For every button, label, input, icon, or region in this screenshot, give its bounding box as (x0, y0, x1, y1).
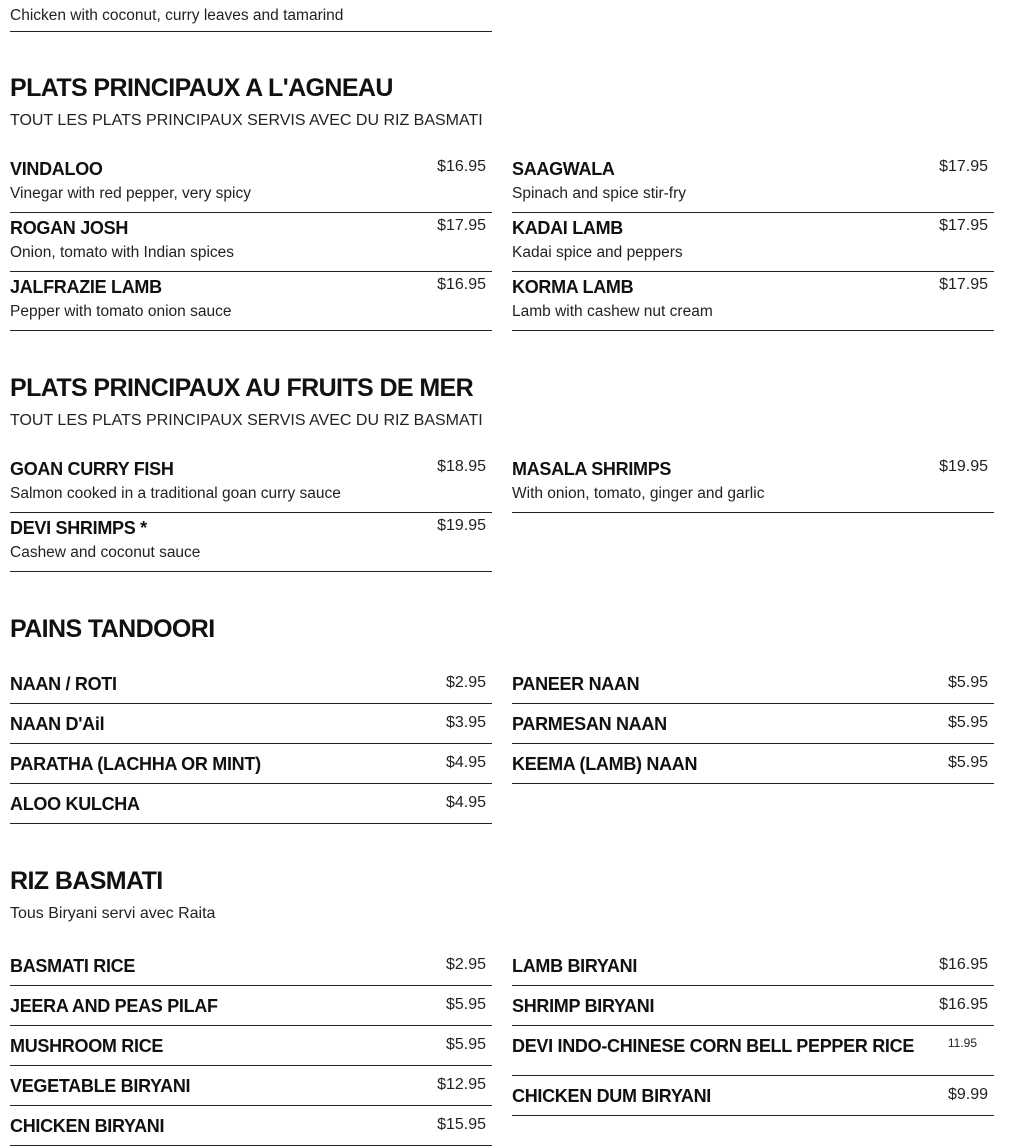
menu-column-left (10, 946, 492, 1146)
section-title: RIZ BASMATI (10, 867, 163, 895)
item-name: JEERA AND PEAS PILAF (10, 996, 218, 1016)
item-price: $4.95 (445, 754, 486, 771)
menu-item (10, 1066, 492, 1106)
section-title: PLATS PRINCIPAUX AU FRUITS DE MER (10, 374, 474, 402)
item-name: DEVI SHRIMPS * (10, 518, 147, 538)
menu-column-right (512, 664, 994, 784)
rice-section (10, 863, 994, 1147)
menu-item (10, 0, 492, 32)
item-price: $18.95 (437, 458, 486, 475)
menu-item (512, 704, 994, 744)
menu-item (10, 272, 492, 331)
item-description: Lamb with cashew nut cream (512, 303, 713, 320)
item-description: Cashew and coconut sauce (10, 544, 201, 561)
item-price: $12.95 (437, 1076, 486, 1093)
item-name: BASMATI RICE (10, 956, 136, 976)
item-price: $5.95 (947, 754, 988, 771)
item-price: $16.95 (437, 276, 486, 293)
item-price: $16.95 (437, 158, 486, 175)
item-price: $5.95 (947, 714, 988, 731)
item-price: $19.95 (939, 458, 988, 475)
item-name: ROGAN JOSH (10, 218, 129, 238)
menu-item (10, 1026, 492, 1066)
menu-item (10, 154, 492, 213)
item-name: VINDALOO (10, 159, 103, 179)
breads-section (10, 611, 994, 831)
item-description: With onion, tomato, ginger and garlic (512, 485, 765, 502)
item-name: CHICKEN BIRYANI (10, 1116, 165, 1136)
menu-item (10, 1106, 492, 1146)
section-subtitle: Tous Biryani servi avec Raita (10, 905, 216, 922)
section-title: PAINS TANDOORI (10, 615, 215, 643)
menu-item (10, 784, 492, 824)
item-name: ALOO KULCHA (10, 794, 140, 814)
menu-column-right (512, 454, 994, 513)
menu-item (512, 664, 994, 704)
item-price: 11.95 (947, 1036, 977, 1050)
item-price: $2.95 (445, 674, 486, 691)
menu-item (512, 213, 994, 272)
item-description: Spinach and spice stir-fry (512, 185, 687, 202)
item-name: KEEMA (LAMB) NAAN (512, 754, 698, 774)
menu-item (512, 1076, 994, 1116)
menu-item (10, 213, 492, 272)
menu-item (10, 946, 492, 986)
item-price: $2.95 (445, 956, 486, 973)
section-subtitle: TOUT LES PLATS PRINCIPAUX SERVIS AVEC DU RIZ BASMATI (10, 112, 483, 129)
menu-item (512, 154, 994, 213)
item-description: Onion, tomato with Indian spices (10, 244, 235, 261)
menu-item (10, 744, 492, 784)
menu-column-left (10, 454, 492, 572)
item-name: KADAI LAMB (512, 218, 623, 238)
item-description: Pepper with tomato onion sauce (10, 303, 232, 320)
section-subtitle: TOUT LES PLATS PRINCIPAUX SERVIS AVEC DU RIZ BASMATI (10, 412, 483, 429)
item-price: $17.95 (939, 276, 988, 293)
item-name: NAAN / ROTI (10, 674, 117, 694)
item-name: DEVI INDO-CHINESE CORN BELL PEPPER RICE (512, 1036, 915, 1056)
item-price: $16.95 (939, 996, 988, 1013)
menu-item (10, 986, 492, 1026)
menu-column-left (10, 664, 492, 824)
item-price: $15.95 (437, 1116, 486, 1133)
item-name: SAAGWALA (512, 159, 615, 179)
item-price: $3.95 (445, 714, 486, 731)
item-description: Vinegar with red pepper, very spicy (10, 185, 251, 202)
item-price: $4.95 (445, 794, 486, 811)
item-price: $9.99 (947, 1086, 988, 1103)
seafood-section (10, 370, 994, 580)
menu-item (512, 744, 994, 784)
section-title: PLATS PRINCIPAUX A L'AGNEAU (10, 74, 393, 102)
menu-item (10, 704, 492, 744)
menu-item (512, 986, 994, 1026)
menu-item (512, 946, 994, 986)
item-price: $19.95 (437, 517, 486, 534)
item-description: Kadai spice and peppers (512, 244, 683, 261)
menu-item (512, 454, 994, 513)
item-description: Chicken with coconut, curry leaves and tamarind (10, 7, 344, 24)
item-name: MUSHROOM RICE (10, 1036, 164, 1056)
menu-item (10, 513, 492, 572)
menu-item (512, 272, 994, 331)
menu-column-right (512, 946, 994, 1116)
item-price: $5.95 (445, 996, 486, 1013)
item-name: PARMESAN NAAN (512, 714, 667, 734)
item-name: MASALA SHRIMPS (512, 459, 672, 479)
menu-item (10, 454, 492, 513)
item-name: CHICKEN DUM BIRYANI (512, 1086, 711, 1106)
item-price: $17.95 (939, 158, 988, 175)
item-name: PARATHA (LACHHA OR MINT) (10, 754, 261, 774)
item-name: NAAN D'Ail (10, 714, 105, 734)
item-name: VEGETABLE BIRYANI (10, 1076, 191, 1096)
menu-column-right (512, 154, 994, 331)
item-name: GOAN CURRY FISH (10, 459, 174, 479)
lamb-section (10, 70, 994, 340)
item-name: KORMA LAMB (512, 277, 634, 297)
item-name: JALFRAZIE LAMB (10, 277, 162, 297)
item-price: $17.95 (437, 217, 486, 234)
menu-column-left (10, 154, 492, 331)
item-name: LAMB BIRYANI (512, 956, 638, 976)
item-price: $5.95 (947, 674, 988, 691)
menu-item (512, 1026, 994, 1076)
item-name: PANEER NAAN (512, 674, 640, 694)
item-name: SHRIMP BIRYANI (512, 996, 655, 1016)
item-description: Salmon cooked in a traditional goan curry sauce (10, 485, 341, 502)
menu-item (10, 664, 492, 704)
item-price: $17.95 (939, 217, 988, 234)
item-price: $16.95 (939, 956, 988, 973)
item-price: $5.95 (445, 1036, 486, 1053)
